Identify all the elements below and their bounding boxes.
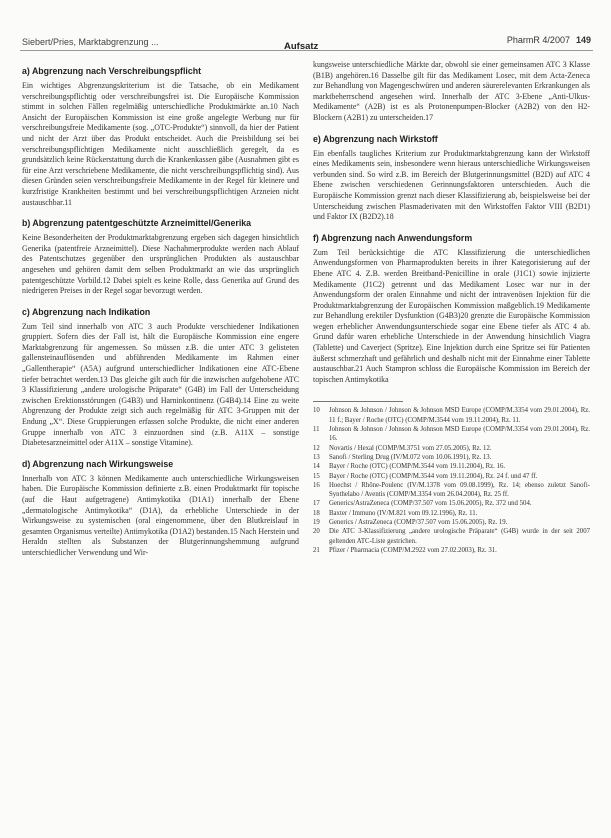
footnote-number: 21 bbox=[313, 546, 320, 554]
footnote-item bbox=[313, 527, 590, 546]
running-header-right bbox=[507, 35, 591, 45]
running-header-section: Aufsatz bbox=[284, 41, 319, 52]
footnote-item bbox=[313, 406, 590, 425]
section-text-a: Ein wichtiges Abgrenzungskriterium ist die Tatsache, ob ein Medikament verschreibungspflichtig oder verschreibungsfrei ist. Die Europäische Kommission stimmt in solchen Fällen regelmäßig unterschiedliche Produktmärkte an.10 Nach Ansicht der Europäischen Kommission ist eine große angelegte Werbung nur für verschreibungsfreie Medikamente (sog. „OTC-Produkte“) sinnvoll, da hier der Patient und nicht der Arzt über das Produkt entscheidet. Auch die Preisbildung sei bei verschreibungspflichtigen Medikamente nicht ausschließlich geregelt, da es grundsätzlich keine Rückerstattung durch die Krankenkassen gäbe (Ausnahmen gibt es für eine Arzt verschriebene Medikamente, die nicht verschreibungspflichtig sind). Aus diesen Gründen seien verschreibungsfreie Medikamente in der Regel für kleinere und kurzfristige Krankheiten bestimmt und bei verschreibungspflichtigen Arzneien nicht austauschbar.11 bbox=[22, 81, 299, 207]
section-heading-b: b) Abgrenzung patentgeschützte Arzneimittel/Generika bbox=[22, 218, 252, 229]
section-heading-e: e) Abgrenzung nach Wirkstoff bbox=[313, 133, 438, 144]
section-heading-c: c) Abgrenzung nach Indikation bbox=[22, 306, 151, 317]
section-text-e: Ein ebenfalls taugliches Kriterium zur Produktmarktabgrenzung kann der Wirkstoff eines Medikaments sein, insbesondere wenn hieraus unterschiedliche Wirkungsweisen verbunden sind. So wird z.B. im Bereich der Blutgerinnungsmittel (B2D) auf ATC 4 Ebene zwischen verschiedenen Gerinnungsfaktoren unterschieden. Auch die Europäische Kommission grenzt nach dieser Klassifizierung ab, beispielsweise bei der Unterscheidung zwischen Plasmaderivaten mit den Wirkstoffen Faktor VIII (B2D1) und Faktor IX (B2D2).18 bbox=[313, 148, 590, 222]
footnote-number: 17 bbox=[313, 500, 320, 508]
footnote-item bbox=[313, 499, 590, 508]
footnote-number: 14 bbox=[313, 463, 320, 471]
footnote-text: Bayer / Roche (OTC) (COMP/M.3544 vom 19.11.2004), Rz. 16. bbox=[329, 463, 506, 471]
page-number: 149 bbox=[575, 35, 591, 45]
footnote-number: 12 bbox=[313, 444, 320, 452]
footnote-text: Pfizer / Pharmacia (COMP/M.2922 vom 27.02.2003), Rz. 31. bbox=[329, 546, 497, 554]
section-text-d: Innerhalb von ATC 3 können Medikamente auch unterschiedliche Wirkungsweisen haben. Die Europäische Kommission definierte z.B. einen Produktmarkt für topische (auf die Haut aufgetragene) Antimykotika (D1A1) innerhalb der Ebene „dermatologische Antimykotika“ (D1A), da erhebliche Unterschiede in der Wirkungsweise zu systemischen (oral eingenommene, über den Blutkreislauf in gesamten Organismus verteilte) Antimykotika (D1A2) bestanden.15 Nach Herstein und Heraldn stellten als Substanzen der Blutgerinnungshemmung aufgrund unterschiedlicher Verwendung und Wir- bbox=[22, 473, 299, 557]
footnote-item bbox=[313, 546, 590, 555]
footnote-text: Johnson & Johnson / Johnson & Johnson MSD Europe (COMP/M.3354 vom 29.01.2004), Rz. 16. bbox=[329, 426, 590, 443]
footnote-number: 18 bbox=[313, 509, 320, 517]
header-rule bbox=[20, 50, 593, 51]
footnote-item bbox=[313, 472, 590, 481]
footnote-item bbox=[313, 481, 590, 500]
footnote-number: 10 bbox=[313, 407, 320, 415]
footnote-number: 19 bbox=[313, 519, 320, 526]
section-heading-d: d) Abgrenzung nach Wirkungsweise bbox=[22, 458, 174, 469]
footnote-number: 16 bbox=[313, 481, 320, 489]
footnote-text: Bayer / Roche (OTC) (COMP/M.3544 vom 19.11.2004), Rz. 24 f. und 47 ff. bbox=[329, 472, 538, 480]
footnote-item bbox=[313, 509, 590, 518]
footnote-text: Sanofi / Sterling Drug (IV/M.072 vom 10.06.1991), Rz. 13. bbox=[329, 453, 492, 461]
footnote-text: Generics/AstraZeneca (COMP/37.507 vom 15.06.2005), Rz. 372 und 504. bbox=[329, 500, 532, 508]
footnote-rule bbox=[313, 401, 403, 402]
section-text-d-continued: kungsweise unterschiedliche Märkte dar, obwohl sie einer gemeinsamen ATC 3 Klasse (B1B) angehören.16 Dasselbe gilt für das Medikament Losec, mit dem Acta-Zeneca zur Behandlung von Magengeschwüren und anderen säurerelevanten Erkrankungen als marktbeherrschend angesehen wird. Innerhalb der ATC 3-Ebene „Anti-Ulkus-Medikamente“ (A2B) ist es als Protonenpumpen-Blocker (A2B2) von den H2-Blockern (A2B1) zu unterscheiden.17 bbox=[313, 60, 590, 122]
footnote-number: 13 bbox=[313, 453, 320, 461]
journal-issue: PharmR 4/2007 bbox=[506, 35, 570, 45]
footnote-item bbox=[313, 453, 590, 462]
section-heading-a: a) Abgrenzung nach Verschreibungspflicht bbox=[22, 66, 202, 76]
right-column bbox=[313, 56, 590, 555]
section-text-f: Zum Teil berücksichtige die ATC Klassifizierung die unterschiedlichen Anwendungsformen von Pharmaprodukten bereits in ihrer Kategorisierung auf der Ebene ATC 4. Z.B. werden Breitband-Penicilline in orale (J1C1) sowie injizierte Medikamente (J1C2) getrennt und das Medikament Losec war nur in der Anwendungsform der oralen Einnahme und nicht der intravenösen Injektion für die Produktmarktabgrenzung der Europäischen Kommission maßgeblich.19 Medikamente zur Behandlung erektiler Dysfunktion (G4B3)20 grenzte die Europäische Kommission wegen erheblicher Anwendungsunterschiede sogar eine Ebene tiefer als ATC 4 ab. Grund dafür waren erhebliche Unterschiede in der Anwendung hinsichtlich Viagra (Tablette) und Caverject (Spritze). Eine Injektion durch eine Spritze sei für Patienten äußerst schmerzhaft und gefährlich und deshalb nicht mit der Einnahme einer Tablette austauschbar.21 Auch Stampron schloss die Europäische Kommission im Bereich der topischen Antimykotika bbox=[313, 247, 590, 384]
footnote-text: Hoechst / Rhône-Poulenc (IV/M.1378 vom 09.08.1999), Rz. 14; ebenso zuletzt Sanofi-Synthelabo / Aventis (COMP/M.3354 vom 26.04.2004), Rz. 25 ff. bbox=[329, 481, 590, 499]
footnote-item bbox=[313, 462, 590, 471]
left-column bbox=[22, 56, 299, 561]
footnote-text: Baxter / Immuno (IV/M.821 vom 09.12.1996), Rz. 11. bbox=[329, 509, 478, 517]
footnote-text: Die ATC 3-Klassifizierung „andere urologische Präparate“ (G4B) wurde in der seit 2007 geltenden ATC-Liste gestrichen. bbox=[329, 528, 590, 545]
section-text-b: Keine Besonderheiten der Produktmarktabgrenzung ergeben sich dagegen hinsichtlich Generika (patentfreie Arzneimittel). Diese Nachahmerprodukte werden nach Ablauf des Patentschutzes gegenüber den ursprünglichen Produkten als austauschbar angesehen und gehören damit dem selben Produktmarkt an wie das ursprünglich patentgeschützte Vorbild.12 Dabei spielt es keine Rolle, dass Generika auf Grund des niedrigeren Preises in der Regel sogar bevorzugt werden. bbox=[22, 233, 299, 296]
footnote-text: Johnson & Johnson / Johnson & Johnson MSD Europe (COMP/M.3354 vom 29.01.2004), Rz. 11 f.; Bayer / Roche (OTC) (COMP/M.3544 vom 19.11.2004), Rz. 11. bbox=[329, 407, 590, 424]
section-heading-f: f) Abgrenzung nach Anwendungsform bbox=[313, 232, 473, 243]
footnote-item bbox=[313, 518, 590, 527]
footnote-number: 20 bbox=[313, 528, 320, 536]
footnote-item bbox=[313, 425, 590, 444]
footnote-item bbox=[313, 444, 590, 453]
section-text-c: Zum Teil sind innerhalb von ATC 3 auch Produkte verschiedener Indikationen gruppiert. Sofern dies der Fall ist, hält die Europäische Kommission eine engere Marktabgrenzung für angemessen. So müssen z.B. die unter ATC 3 gelisteten gallensteinauflösenden und abführenden Medikamente im Rahmen einer „Gallentherapie“ (A5A) aufgrund unterschiedlicher Indikationen eine ATC-Ebene tiefer betrachtet werden.13 Das gleiche gilt auch für die inzwischen aufgehobene ATC 3 Klassifizierung „andere urologische Präparate“ (G4B) im Fall der Unterscheidung zwischen Erektionsstörungen (G4B3) und Harninkontinenz (G4B4).14 Eine zu weite Abgrenzung der Produkte zeigt sich auch regelmäßig für ATC 3-Gruppen mit der Endung „X“. Diese Gruppierungen erfassen solche Produkte, die nicht einer anderen Gruppe innerhalb von ATC 3 einzuordnen sind (z.B. A11X – sonstige Diabetesarzneimittel oder A11X – sonstige Vitamine). bbox=[22, 321, 299, 448]
running-header-left: Siebert/Pries, Marktabgrenzung ... bbox=[22, 37, 159, 47]
footnote-text: Novartis / Hexal (COMP/M.3751 vom 27.05.2005), Rz. 12. bbox=[329, 444, 492, 452]
footnote-number: 15 bbox=[313, 472, 320, 480]
footnote-text: Generics / AstraZeneca (COMP/37.507 vom 15.06.2005), Rz. 19. bbox=[329, 519, 508, 526]
footnotes-list bbox=[313, 406, 590, 555]
footnote-number: 11 bbox=[313, 426, 320, 434]
